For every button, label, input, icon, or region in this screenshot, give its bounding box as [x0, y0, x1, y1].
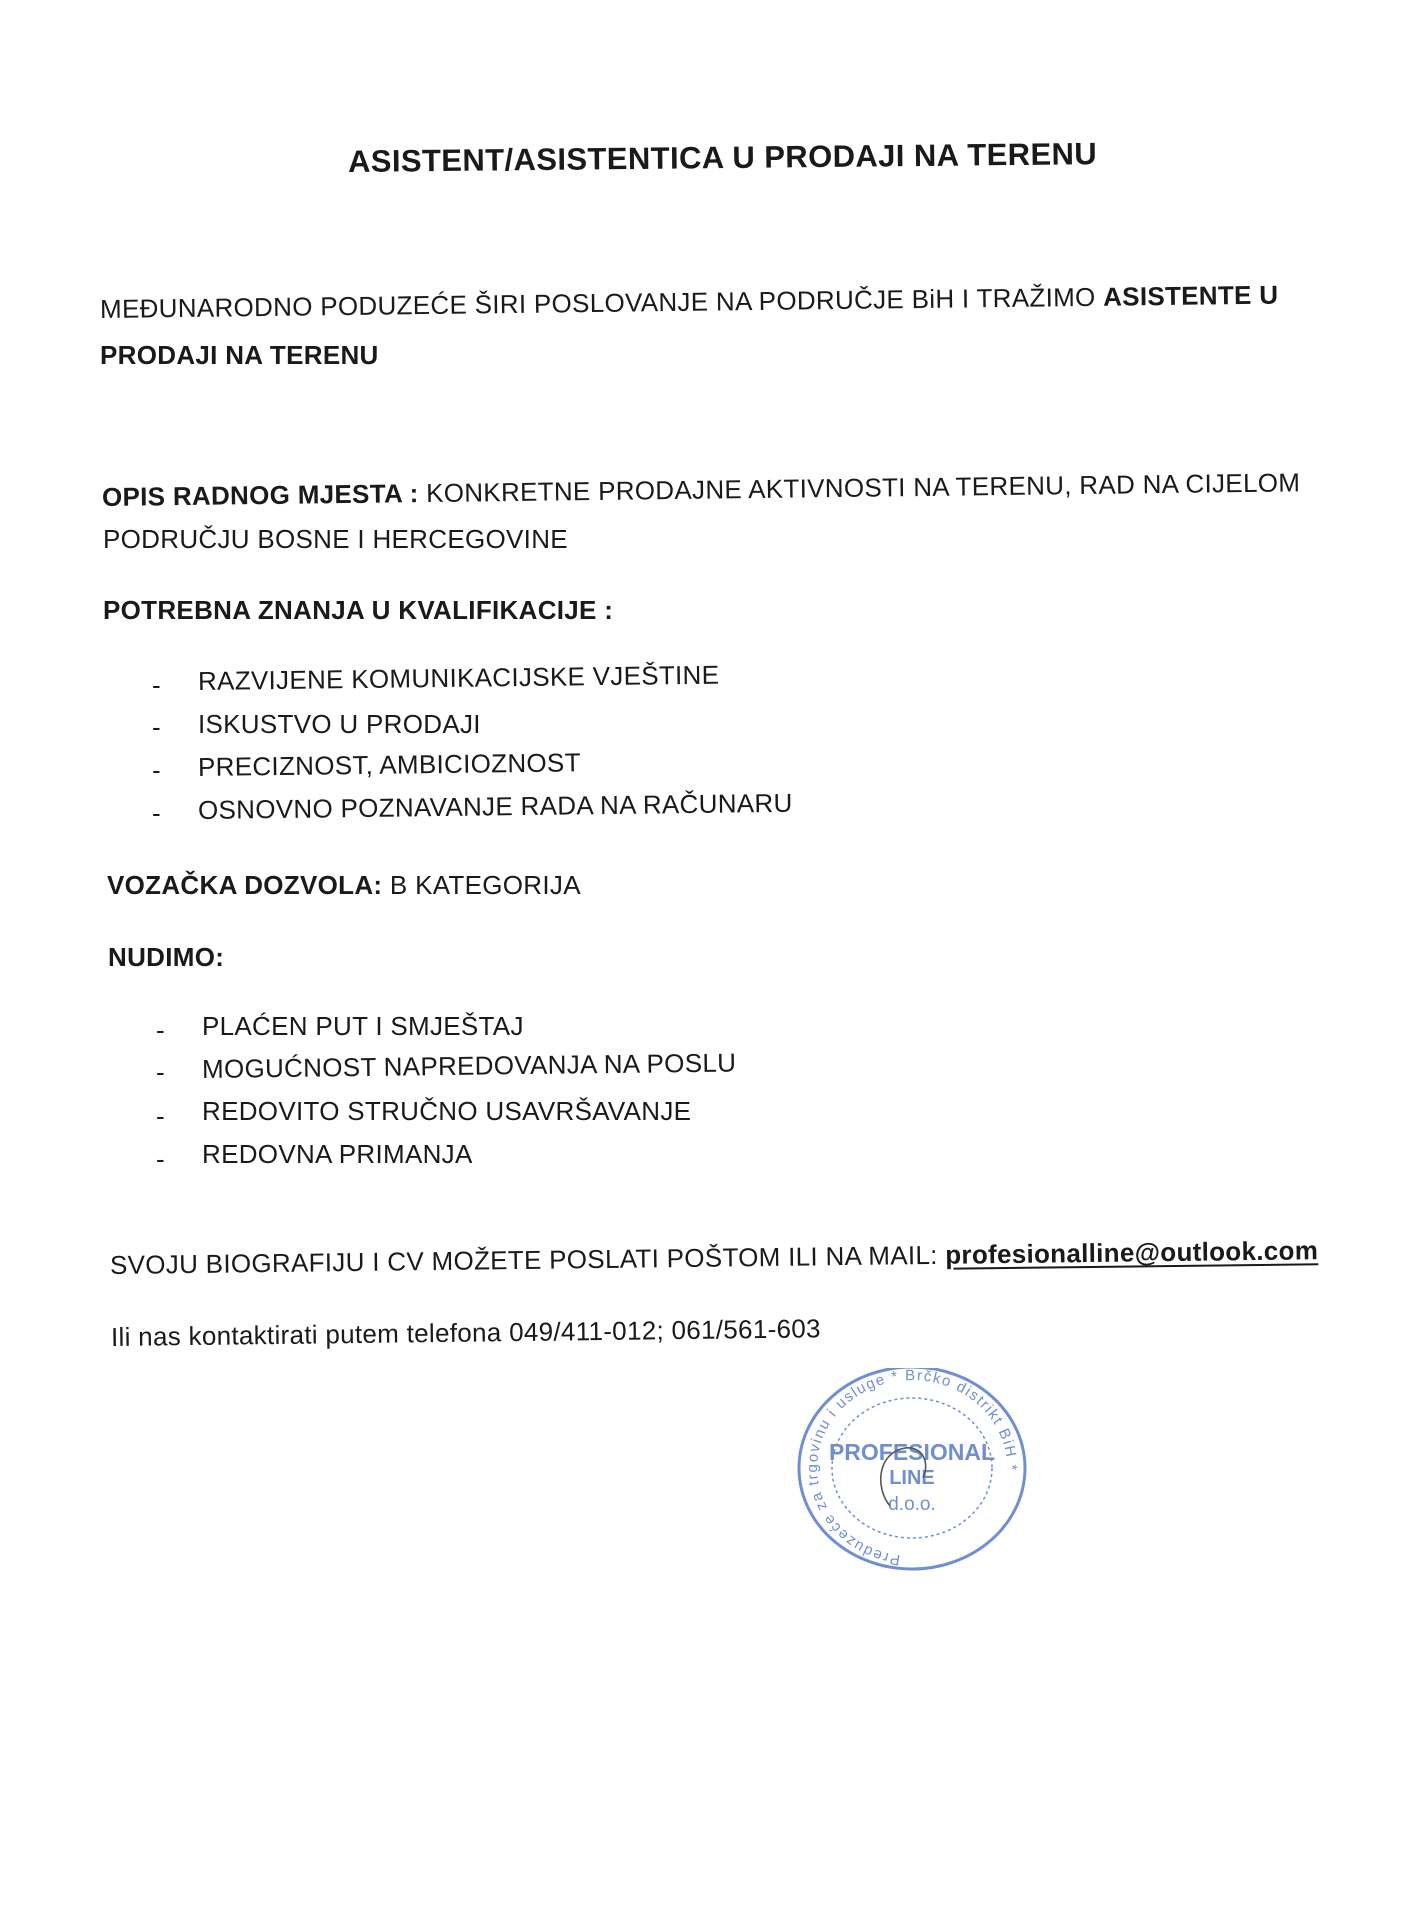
contact-text: SVOJU BIOGRAFIJU I CV MOŽETE POSLATI POŠTOM ILI NA MAIL:: [109, 1239, 946, 1280]
vozacka-line: [107, 872, 581, 898]
stamp-name-line2: LINE: [889, 1467, 935, 1489]
phone-line: Ili nas kontaktirati putem telefona 049/411-012; 061/561-603: [110, 1313, 822, 1352]
intro-line-1: [99, 279, 1279, 324]
page-title: ASISTENT/ASISTENTICA U PRODAJI NA TERENU: [347, 136, 1098, 179]
vozacka-value: B KATEGORIJA: [382, 870, 581, 900]
list-bullet: -: [156, 1101, 165, 1131]
list-bullet: -: [152, 755, 161, 785]
vozacka-label: VOZAČKA DOZVOLA:: [107, 870, 383, 900]
nudimo-item: REDOVITO STRUČNO USAVRŠAVANJE: [202, 1096, 692, 1126]
stamp-name: PROFESIONAL: [828, 1439, 996, 1465]
znanja-item: RAZVIJENE KOMUNIKACIJSKE VJEŠTINE: [197, 659, 720, 696]
intro-text: MEĐUNARODNO PODUZEĆE ŠIRI POSLOVANJE NA PODRUČJE BiH I TRAŽIMO: [99, 281, 1104, 324]
stamp-suffix: d.o.o.: [888, 1494, 936, 1515]
znanja-heading: POTREBNA ZNANJA U KVALIFIKACIJE :: [103, 595, 614, 625]
intro-bold: ASISTENTE U: [1102, 279, 1279, 312]
nudimo-heading: NUDIMO:: [108, 942, 225, 972]
opis-label: OPIS RADNOG MJESTA :: [101, 478, 419, 512]
znanja-item: OSNOVNO POZNAVANJE RADA NA RAČUNARU: [197, 787, 793, 825]
company-stamp: [795, 1368, 1030, 1578]
list-bullet: -: [156, 1015, 165, 1045]
nudimo-item: REDOVNA PRIMANJA: [202, 1139, 473, 1169]
opis-line-1: [102, 469, 1301, 510]
nudimo-item: PLAĆEN PUT I SMJEŠTAJ: [202, 1011, 524, 1041]
list-bullet: -: [156, 1057, 165, 1087]
contact-line: [110, 1237, 1318, 1278]
intro-line-2: PRODAJI NA TERENU: [100, 340, 379, 370]
znanja-item: PRECIZNOST, AMBICIOZNOST: [197, 747, 581, 782]
list-bullet: -: [156, 1144, 165, 1174]
opis-line-2: PODRUČJU BOSNE I HERCEGOVINE: [103, 524, 568, 554]
nudimo-item: MOGUĆNOST NAPREDOVANJA NA POSLU: [201, 1047, 737, 1084]
opis-text: KONKRETNE PRODAJNE AKTIVNOSTI NA TERENU, RAD NA CIJELOM: [418, 467, 1301, 509]
email-link[interactable]: profesionalline@outlook.com: [945, 1235, 1319, 1270]
znanja-item: ISKUSTVO U PRODAJI: [198, 709, 481, 739]
list-bullet: -: [152, 798, 161, 828]
list-bullet: -: [152, 670, 161, 700]
stamp-ring-text: Preduzeće za trgovinu i usluge * Brčko distrikt BiH *: [804, 1368, 1021, 1569]
list-bullet: -: [152, 712, 161, 742]
